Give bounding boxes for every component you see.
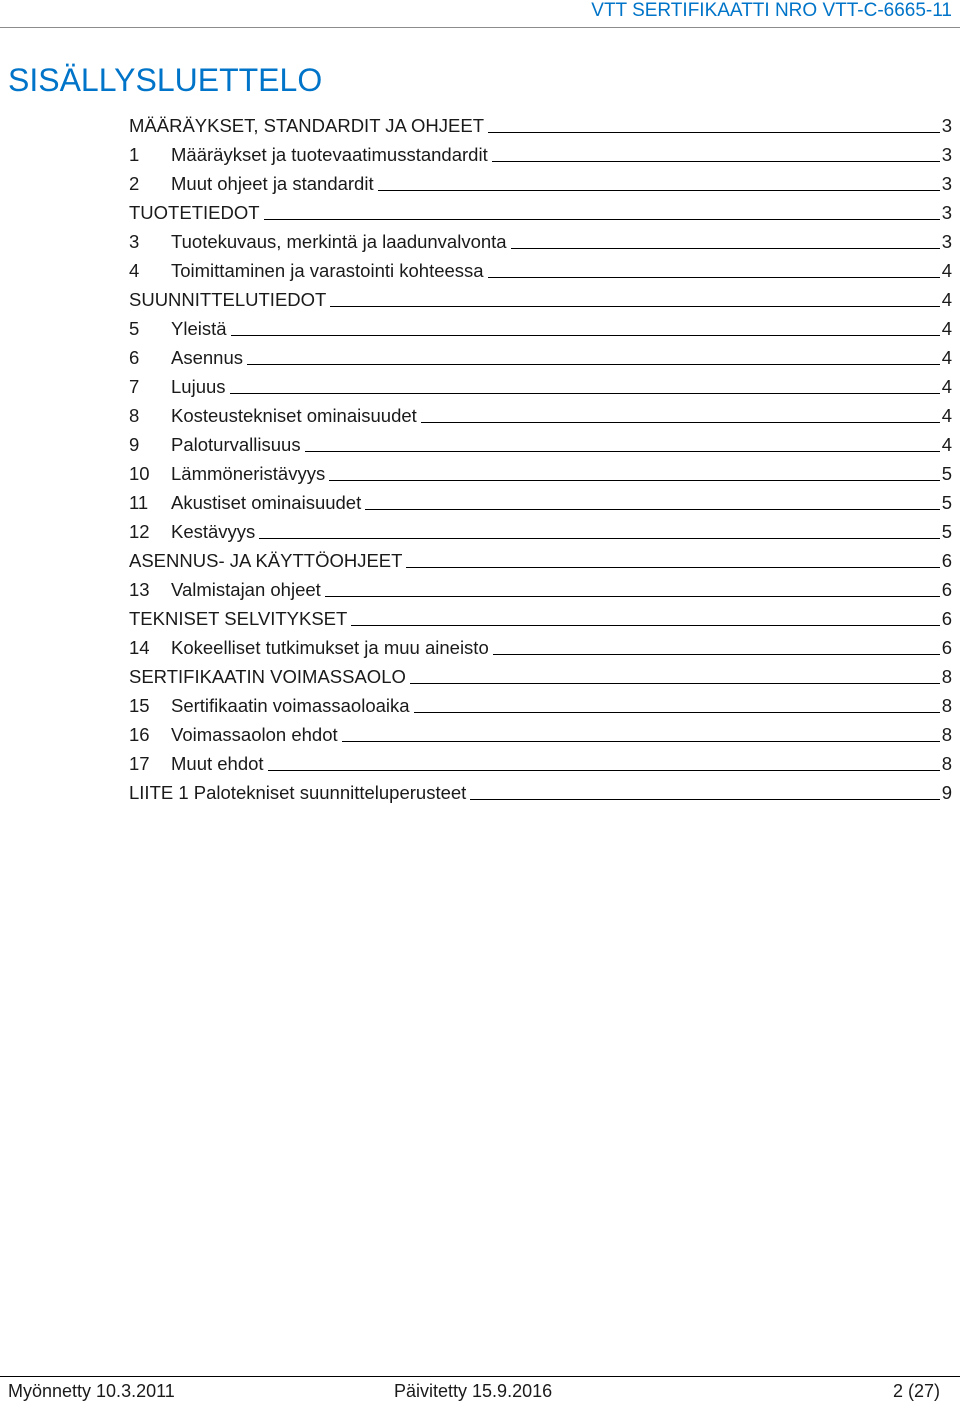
toc-entry-page: 6 (941, 608, 952, 629)
toc-entry-label: TEKNISET SELVITYKSET (129, 608, 348, 629)
toc-entry-label: MÄÄRÄYKSET, STANDARDIT JA OHJEET (129, 115, 484, 136)
toc-leader-line (421, 421, 940, 423)
toc-entry-page: 4 (941, 405, 952, 426)
header-divider (0, 27, 960, 28)
toc-entry[interactable] (129, 253, 952, 282)
toc-entry[interactable] (129, 224, 952, 253)
toc-entry[interactable] (129, 195, 952, 224)
toc-entry-number: 16 (129, 724, 150, 745)
toc-entry-page: 3 (941, 202, 952, 223)
toc-leader-line (305, 450, 940, 452)
toc-entry[interactable] (129, 340, 952, 369)
toc-entry-label: Paloturvallisuus (171, 434, 301, 455)
certificate-number: VTT SERTIFIKAATTI NRO VTT-C-6665-11 (591, 0, 952, 21)
toc-entry-label: SUUNNITTELUTIEDOT (129, 289, 327, 310)
toc-leader-line (378, 189, 940, 191)
issued-date: Myönnetty 10.3.2011 (8, 1381, 175, 1401)
toc-entry-number: 9 (129, 434, 140, 455)
toc-leader-line (410, 682, 940, 684)
toc-leader-line (247, 363, 940, 365)
page-number: 2 (27) (892, 1381, 940, 1401)
toc-entry-page: 3 (941, 173, 952, 194)
toc-entry[interactable] (129, 572, 952, 601)
toc-entry-page: 8 (941, 753, 952, 774)
toc-entry[interactable] (129, 630, 952, 659)
toc-entry[interactable] (129, 717, 952, 746)
toc-title: SISÄLLYSLUETTELO (8, 62, 323, 98)
toc-entry-page: 6 (941, 579, 952, 600)
toc-entry-page: 4 (941, 434, 952, 455)
toc-entry-page: 4 (941, 318, 952, 339)
toc-leader-line (492, 160, 940, 162)
table-of-contents (129, 108, 952, 804)
toc-leader-line (268, 769, 940, 771)
toc-entry-page: 9 (941, 782, 952, 803)
toc-entry[interactable] (129, 282, 952, 311)
toc-entry[interactable] (129, 108, 952, 137)
toc-entry-label: Asennus (171, 347, 243, 368)
toc-leader-line (488, 131, 940, 133)
toc-leader-line (470, 798, 939, 800)
toc-entry-page: 5 (941, 463, 952, 484)
toc-entry[interactable] (129, 427, 952, 456)
toc-entry-number: 17 (129, 753, 150, 774)
toc-leader-line (330, 305, 939, 307)
toc-entry-number: 2 (129, 173, 140, 194)
toc-leader-line (325, 595, 940, 597)
toc-entry-number: 14 (129, 637, 150, 658)
toc-entry-label: Akustiset ominaisuudet (171, 492, 362, 513)
toc-entry-number: 11 (129, 492, 149, 513)
toc-leader-line (493, 653, 940, 655)
toc-entry[interactable] (129, 166, 952, 195)
toc-entry-label: Kestävyys (171, 521, 256, 542)
toc-entry-label: Muut ehdot (171, 753, 264, 774)
toc-entry-label: Lujuus (171, 376, 226, 397)
toc-entry-number: 1 (129, 144, 140, 165)
toc-entry[interactable] (129, 514, 952, 543)
toc-entry-page: 5 (941, 521, 952, 542)
toc-entry-page: 8 (941, 695, 952, 716)
toc-entry-page: 4 (941, 289, 952, 310)
toc-entry[interactable] (129, 137, 952, 166)
toc-entry-number: 13 (129, 579, 150, 600)
toc-entry-number: 6 (129, 347, 140, 368)
toc-entry-label: LIITE 1 Palotekniset suunnitteluperusteet (129, 782, 467, 803)
toc-entry-label: Kosteustekniset ominaisuudet (171, 405, 417, 426)
toc-entry-page: 3 (941, 231, 952, 252)
toc-entry-label: ASENNUS- JA KÄYTTÖOHJEET (129, 550, 403, 571)
toc-entry-page: 4 (941, 347, 952, 368)
toc-entry-number: 7 (129, 376, 140, 397)
toc-entry-label: Voimassaolon ehdot (171, 724, 338, 745)
toc-entry-number: 12 (129, 521, 150, 542)
toc-entry-page: 8 (941, 666, 952, 687)
toc-leader-line (511, 247, 940, 249)
toc-entry[interactable] (129, 601, 952, 630)
toc-entry-number: 10 (129, 463, 150, 484)
toc-leader-line (264, 218, 940, 220)
toc-entry-page: 6 (941, 637, 952, 658)
toc-entry[interactable] (129, 456, 952, 485)
toc-entry-label: TUOTETIEDOT (129, 202, 260, 223)
toc-entry-page: 3 (941, 115, 952, 136)
toc-entry-page: 3 (941, 144, 952, 165)
footer-divider (0, 1376, 960, 1377)
toc-entry[interactable] (129, 659, 952, 688)
toc-entry-number: 8 (129, 405, 140, 426)
toc-entry-label: Kokeelliset tutkimukset ja muu aineisto (171, 637, 489, 658)
toc-leader-line (351, 624, 939, 626)
toc-entry-label: Määräykset ja tuotevaatimusstandardit (171, 144, 488, 165)
toc-entry[interactable] (129, 775, 952, 804)
toc-leader-line (329, 479, 939, 481)
toc-entry-label: Lämmöneristävyys (171, 463, 326, 484)
toc-leader-line (414, 711, 940, 713)
toc-leader-line (231, 334, 940, 336)
toc-leader-line (230, 392, 940, 394)
toc-entry[interactable] (129, 398, 952, 427)
toc-entry[interactable] (129, 543, 952, 572)
toc-entry-label: Toimittaminen ja varastointi kohteessa (171, 260, 484, 281)
toc-entry-label: Yleistä (171, 318, 227, 339)
toc-entry-label: Tuotekuvaus, merkintä ja laadunvalvonta (171, 231, 507, 252)
toc-entry[interactable] (129, 746, 952, 775)
toc-entry[interactable] (129, 311, 952, 340)
toc-entry-label: Sertifikaatin voimassaoloaika (171, 695, 410, 716)
toc-entry-label: Valmistajan ohjeet (171, 579, 321, 600)
toc-entry-number: 4 (129, 260, 140, 281)
toc-entry[interactable] (129, 485, 952, 514)
toc-entry[interactable] (129, 688, 952, 717)
toc-entry-page: 8 (941, 724, 952, 745)
toc-entry-number: 15 (129, 695, 150, 716)
toc-leader-line (406, 566, 939, 568)
toc-entry-number: 3 (129, 231, 140, 252)
toc-leader-line (342, 740, 940, 742)
toc-entry-page: 6 (941, 550, 952, 571)
toc-leader-line (488, 276, 940, 278)
toc-entry-label: SERTIFIKAATIN VOIMASSAOLO (129, 666, 406, 687)
toc-leader-line (259, 537, 939, 539)
toc-entry-label: Muut ohjeet ja standardit (171, 173, 374, 194)
toc-entry-page: 4 (941, 376, 952, 397)
updated-date: Päivitetty 15.9.2016 (394, 1381, 553, 1401)
toc-entry-page: 4 (941, 260, 952, 281)
toc-leader-line (365, 508, 939, 510)
toc-entry-number: 5 (129, 318, 140, 339)
toc-entry-page: 5 (941, 492, 952, 513)
toc-entry[interactable] (129, 369, 952, 398)
